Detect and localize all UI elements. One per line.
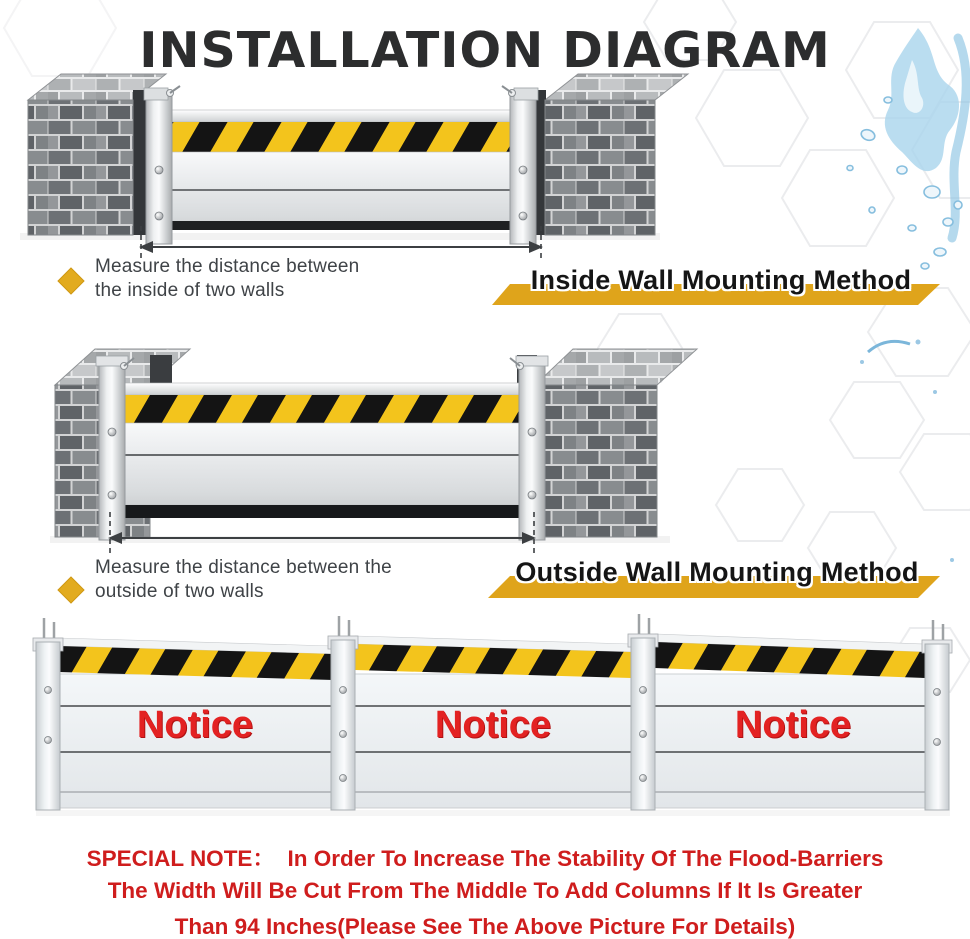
inside-method-label: Inside Wall Mounting Method (530, 265, 912, 295)
barrier-post (628, 614, 658, 810)
screw (45, 687, 52, 694)
bottom-seal (103, 505, 541, 518)
outside-method-label: Outside Wall Mounting Method (515, 557, 919, 587)
barrier-top-rail (172, 110, 510, 122)
caption-line: Measure the distance between (95, 256, 360, 277)
flood-barrier (96, 356, 548, 540)
barrier-top-rail (125, 383, 519, 395)
screw (340, 731, 347, 738)
screw (155, 166, 163, 174)
screw (640, 731, 647, 738)
screw (640, 775, 647, 782)
page-title: INSTALLATION DIAGRAM (139, 22, 831, 79)
notice-label: Notice (434, 704, 552, 746)
barrier-post (33, 618, 63, 810)
special-note-line: SPECIAL NOTE： In Order To Increase The Stability Of The Flood-Barriers (86, 846, 884, 871)
caption-line: the inside of two walls (95, 280, 285, 301)
screw (340, 775, 347, 782)
screw (340, 687, 347, 694)
barrier-post (922, 620, 952, 810)
inside-measure-caption (95, 255, 425, 303)
water-splash-icon (847, 28, 966, 702)
screw (934, 739, 941, 746)
special-note-line: Than 94 Inches(Please See The Above Picture For Details) (174, 914, 796, 939)
caption-line: Measure the distance between the (95, 557, 392, 578)
special-note-line: The Width Will Be Cut From The Middle To Add Columns If It Is Greater (107, 878, 863, 903)
screw (519, 166, 527, 174)
screw (519, 212, 527, 220)
outside-measure-caption (95, 556, 455, 604)
screw (934, 689, 941, 696)
caption-line: outside of two walls (95, 581, 264, 602)
right-brick-wall (528, 74, 688, 235)
screw (528, 428, 536, 436)
floor-shadow (36, 810, 950, 816)
clamp-latch (144, 88, 168, 100)
barrier-panels (125, 423, 519, 505)
diamond-bullet-icon (58, 268, 84, 294)
screw (108, 428, 116, 436)
diamond-bullet-icon (58, 577, 84, 603)
screw (528, 491, 536, 499)
screw (45, 737, 52, 744)
barrier-post (328, 616, 358, 810)
screw (108, 491, 116, 499)
notice-label: Notice (734, 704, 852, 746)
measurement-arrow (108, 512, 536, 554)
screw (640, 687, 647, 694)
hazard-stripe (125, 395, 519, 423)
notice-label: Notice (136, 704, 254, 746)
hazard-stripe (172, 122, 510, 152)
screw (155, 212, 163, 220)
flood-barrier (144, 86, 538, 244)
bottom-seal (172, 221, 510, 230)
clamp-latch (514, 88, 538, 100)
